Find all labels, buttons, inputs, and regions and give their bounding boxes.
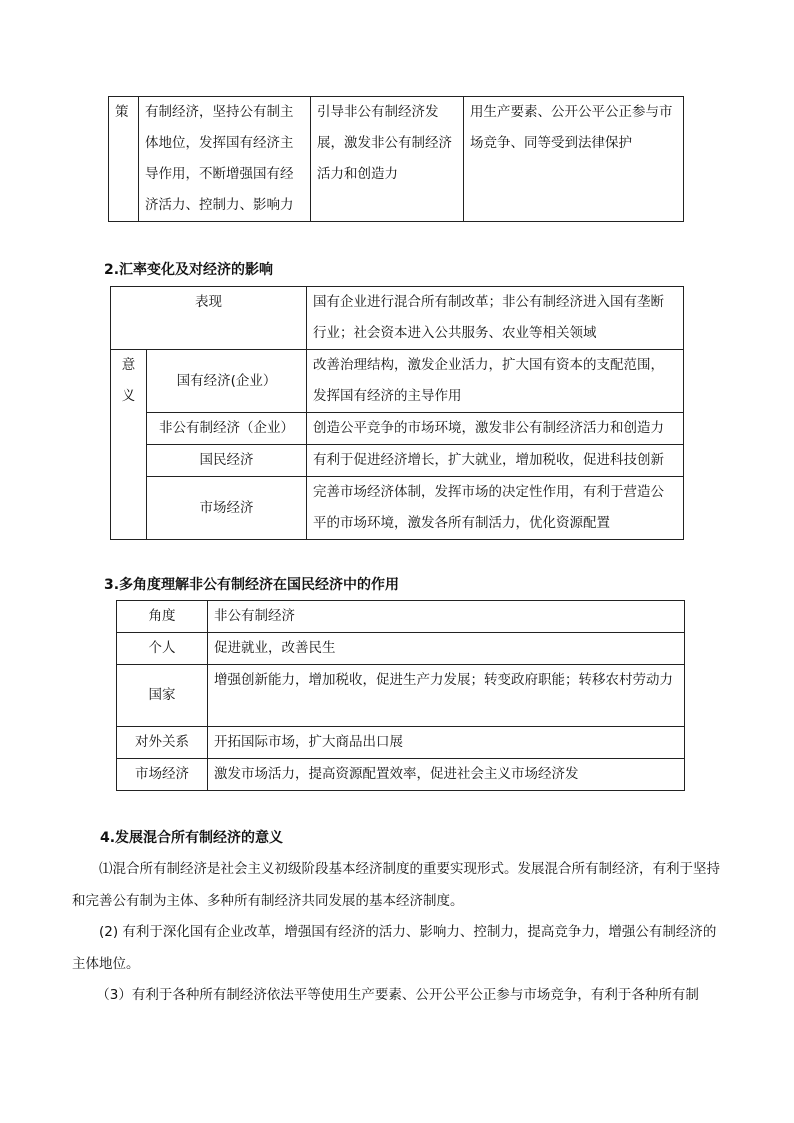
yiyi-text: 意义 xyxy=(121,357,136,404)
row-text: 改善治理结构，激发企业活力，扩大国有资本的支配范围，发挥国有经济的主导作用 xyxy=(307,350,684,413)
section-3-heading: 3.多角度理解非公有制经济在国民经济中的作用 xyxy=(104,577,400,593)
row-label: 市场经济 xyxy=(147,477,307,540)
mixed-ownership-table xyxy=(110,286,684,540)
row-text: 促进就业，改善民生 xyxy=(208,633,685,665)
paragraph-3: （3）有利于各种所有制经济依法平等使用生产要素、公开公平公正参与市场竞争，有利于各种所有制 xyxy=(96,987,699,1003)
row-label: 对外关系 xyxy=(117,727,208,759)
row-label: 非公有制经济（企业） xyxy=(147,413,307,445)
policy-table xyxy=(108,96,684,222)
table-row xyxy=(117,759,685,791)
section-4-heading: 4.发展混合所有制经济的意义 xyxy=(100,830,284,846)
table-row xyxy=(111,287,684,350)
row-text: 激发市场活力，提高资源配置效率，促进社会主义市场经济发 xyxy=(208,759,685,791)
policy-label-cell: 策 xyxy=(109,97,139,222)
non-public-role-table xyxy=(116,600,685,791)
table-row xyxy=(117,665,685,727)
table-row xyxy=(117,727,685,759)
table-row xyxy=(111,413,684,445)
row-text: 创造公平竞争的市场环境，激发非公有制经济活力和创造力 xyxy=(307,413,684,445)
row-label: 角度 xyxy=(117,601,208,633)
biaoxian-text: 国有企业进行混合所有制改革；非公有制经济进入国有垄断行业；社会资本进入公共服务、农业等相关领域 xyxy=(307,287,684,350)
biaoxian-label: 表现 xyxy=(111,287,307,350)
paragraph-1: ⑴混合所有制经济是社会主义初级阶段基本经济制度的重要实现形式。发展混合所有制经济，有利于坚持和完善公有制为主体、多种所有制经济共同发展的基本经济制度。 xyxy=(72,861,720,909)
table-row xyxy=(117,633,685,665)
row-label: 市场经济 xyxy=(117,759,208,791)
table-row xyxy=(111,445,684,477)
paragraph-2: (2) 有利于深化国有企业改革，增强国有经济的活力、影响力、控制力，提高竞争力，增强公有制经济的主体地位。 xyxy=(72,924,717,972)
yiyi-label xyxy=(111,350,147,540)
row-label: 个人 xyxy=(117,633,208,665)
row-text: 开拓国际市场，扩大商品出口展 xyxy=(208,727,685,759)
row-label: 国家 xyxy=(117,665,208,727)
row-text: 有利于促进经济增长，扩大就业，增加税收，促进科技创新 xyxy=(307,445,684,477)
table-row xyxy=(111,350,684,413)
equal-treatment-cell: 用生产要素、公开公平公正参与市场竞争、同等受到法律保护 xyxy=(464,97,684,222)
public-economy-cell: 有制经济，坚持公有制主体地位，发挥国有经济主导作用，不断增强国有经济活力、控制力、影响力 xyxy=(139,97,311,222)
row-text: 增强创新能力，增加税收，促进生产力发展；转变政府职能；转移农村劳动力 xyxy=(208,665,685,727)
row-label: 国民经济 xyxy=(147,445,307,477)
row-text: 非公有制经济 xyxy=(208,601,685,633)
table-row xyxy=(109,97,684,222)
row-label: 国有经济(企业） xyxy=(147,350,307,413)
table-row xyxy=(111,477,684,540)
section-2-heading: 2.汇率变化及对经济的影响 xyxy=(104,262,274,278)
table-row xyxy=(117,601,685,633)
non-public-economy-cell: 引导非公有制经济发展，激发非公有制经济活力和创造力 xyxy=(311,97,464,222)
row-text: 完善市场经济体制，发挥市场的决定性作用，有利于营造公平的市场环境，激发各所有制活力，优化资源配置 xyxy=(307,477,684,540)
